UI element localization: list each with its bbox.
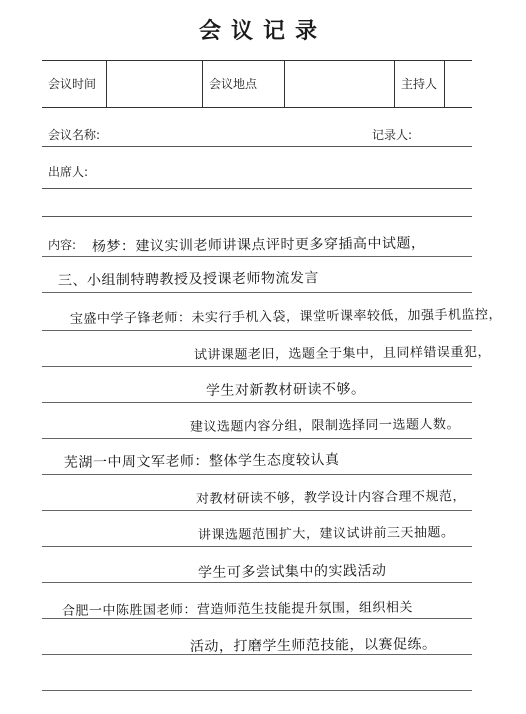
header-table — [42, 60, 472, 108]
ruled-line — [42, 582, 472, 583]
ruled-line — [42, 546, 472, 547]
handwritten-line: 三、小组制特聘教授及授课老师物流发言 — [57, 270, 320, 289]
handwritten-line: 讲课选题范围扩大，建议试讲前三天抽题。 — [197, 525, 455, 543]
ruled-line — [42, 438, 472, 439]
page-title: 会议记录 — [198, 19, 327, 44]
ruled-line — [42, 402, 472, 403]
host-value — [444, 61, 472, 107]
content-label: 内容: — [48, 238, 77, 252]
handwritten-line: 对教材研读不够，教学设计内容合理不规范， — [195, 489, 467, 507]
handwritten-line: 宝盛中学子锋老师：未实行手机入袋，课堂听课率较低，加强手机监控， — [69, 307, 503, 327]
host-label: 主持人 — [394, 61, 444, 107]
place-value — [284, 61, 394, 107]
divider-line — [42, 216, 472, 217]
handwritten-line: 学生对新教材研读不够。 — [205, 381, 366, 399]
ruled-line — [42, 510, 472, 511]
ruled-line — [42, 474, 472, 475]
handwritten-line: 合肥一中陈胜国老师：营造师范生技能提升氛围，组织相关 — [61, 600, 414, 619]
handwritten-line: 学生可多尝试集中的实践活动 — [197, 563, 387, 581]
recorder-label: 记录人: — [372, 128, 413, 142]
ruled-line — [42, 292, 472, 293]
time-value — [106, 61, 202, 107]
handwritten-line: 芜湖一中周文军老师：整体学生态度较认真 — [63, 452, 340, 471]
handwritten-line: 试讲课题老旧，选题全于集中，且同样错误重犯， — [193, 344, 492, 363]
handwritten-line: 活动，打磨学生师范技能，以赛促练。 — [189, 636, 437, 655]
ruled-line — [42, 330, 472, 331]
handwritten-line: 建议选题内容分组，限制选择同一选题人数。 — [189, 417, 461, 435]
meeting-name-label: 会议名称: — [48, 128, 101, 142]
divider-line — [42, 146, 472, 147]
ruled-line — [42, 690, 472, 691]
place-label: 会议地点 — [202, 61, 284, 107]
attendees-label: 出席人: — [48, 165, 89, 179]
time-label: 会议时间 — [48, 77, 97, 91]
ruled-line — [42, 366, 472, 367]
ruled-line — [42, 256, 472, 257]
handwritten-line: 杨梦：建议实训老师讲课点评时更多穿插高中试题， — [91, 235, 426, 255]
divider-line — [42, 188, 472, 189]
